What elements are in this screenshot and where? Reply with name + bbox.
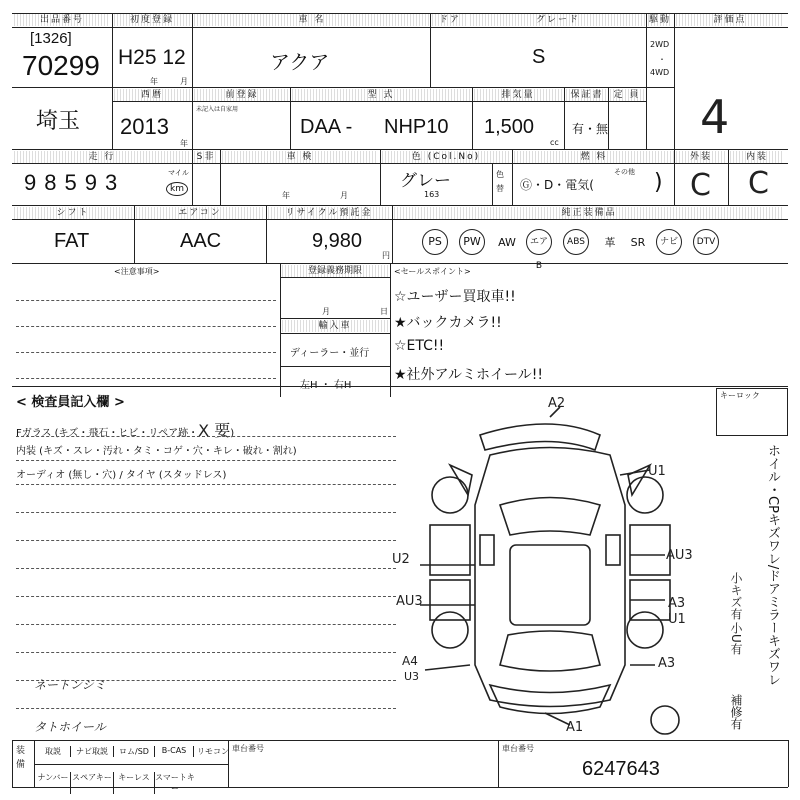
rule bbox=[280, 263, 281, 397]
wheel-rr bbox=[627, 612, 663, 648]
rule bbox=[134, 205, 135, 263]
interior-handwritten: C bbox=[748, 166, 769, 201]
warranty-value: 有・無 bbox=[572, 122, 609, 136]
inspector-line bbox=[16, 652, 396, 653]
fuel-label: 燃 料 bbox=[514, 151, 674, 163]
hand-note-2: タトホイール bbox=[34, 720, 106, 734]
mileage-digit: 9 bbox=[84, 170, 105, 195]
rule bbox=[266, 205, 267, 263]
rule bbox=[512, 149, 513, 205]
inspection-year-unit: 年 bbox=[282, 191, 290, 200]
drive-label: 駆動 bbox=[648, 15, 671, 25]
leader-a4 bbox=[425, 665, 470, 670]
rule bbox=[380, 149, 381, 205]
rule bbox=[788, 740, 789, 787]
opt-plate: ナンバー bbox=[36, 772, 71, 794]
options-row-2 bbox=[36, 772, 195, 794]
model-year-unit: 年 bbox=[180, 139, 188, 148]
inspector-line bbox=[16, 460, 396, 461]
equip-sr: SR bbox=[630, 235, 646, 249]
mark-au3-right: AU3 bbox=[666, 548, 693, 563]
warranty-label: 保証書 bbox=[566, 89, 608, 101]
fender-fl bbox=[480, 535, 494, 565]
grade-label: グレード bbox=[470, 14, 646, 26]
model-year: 2013 bbox=[120, 114, 169, 139]
note-line bbox=[16, 352, 276, 353]
mileage-digit: 5 bbox=[64, 170, 85, 195]
color-value: グレー bbox=[400, 171, 451, 190]
right-vertical-note: ホイル・CPキズワレ/ドアミラーキズワレ bbox=[765, 444, 780, 687]
rule bbox=[112, 13, 113, 87]
rule bbox=[290, 87, 291, 149]
front-bumper-shape bbox=[480, 424, 600, 450]
shift-value: FAT bbox=[54, 230, 90, 252]
exterior-label: 外装 bbox=[676, 151, 726, 163]
inspector-line-2: 内装 (キズ・スレ・汚れ・タミ・コゲ・穴・キレ・破れ・割れ) bbox=[16, 446, 297, 457]
roof-shape bbox=[510, 545, 590, 625]
equip-dtv: DTV bbox=[693, 229, 719, 255]
rule bbox=[228, 740, 229, 787]
opt-spare-key: スペアキー bbox=[71, 772, 114, 794]
steering-value: 左H ・ 右H bbox=[300, 380, 352, 391]
rule bbox=[492, 163, 493, 205]
chassis-label: 車台番号 bbox=[502, 744, 534, 753]
sales-point-2: ★バックカメラ!! bbox=[394, 315, 502, 331]
rule bbox=[280, 366, 390, 367]
opt-smart-key: スマートキー bbox=[155, 773, 195, 793]
rule bbox=[564, 87, 565, 149]
fglass-close: ) bbox=[230, 428, 235, 439]
region-value: 埼玉 bbox=[36, 108, 81, 133]
opt-bcas: B-CAS bbox=[155, 746, 194, 757]
car-diagram bbox=[380, 395, 710, 740]
sales-point-4: ★社外アルミホイール!! bbox=[394, 367, 543, 383]
mark-a1: A1 bbox=[566, 720, 584, 735]
wheel-fl bbox=[432, 477, 468, 513]
rule bbox=[472, 87, 473, 149]
equip-label: 装備 bbox=[16, 746, 26, 770]
options-row-1 bbox=[36, 746, 232, 757]
rule bbox=[12, 740, 13, 787]
rule bbox=[392, 205, 393, 263]
rule bbox=[12, 263, 788, 264]
equip-leather: 革 bbox=[604, 236, 616, 249]
import-label: 輸入車 bbox=[282, 320, 388, 332]
door-label: ドア bbox=[432, 14, 468, 26]
ac-value: AAC bbox=[180, 230, 222, 252]
inspector-line bbox=[16, 484, 396, 485]
type-prefix: DAA - bbox=[300, 116, 353, 138]
fglass-hand: X 要 bbox=[198, 421, 231, 440]
right-small-1: 小キズ有 bbox=[729, 572, 743, 620]
recycle-label: リサイクル預託金 bbox=[268, 207, 390, 219]
equipment-list bbox=[422, 229, 722, 271]
equipment-label: 純正装備品 bbox=[394, 207, 784, 219]
keylock-label: キーロック bbox=[720, 391, 760, 400]
mileage-unit-km: km bbox=[166, 182, 188, 196]
rule bbox=[12, 27, 788, 28]
rule bbox=[280, 277, 390, 278]
rule bbox=[12, 205, 788, 206]
mark-u3: U3 bbox=[404, 670, 420, 683]
door-fl bbox=[430, 525, 470, 575]
rule bbox=[12, 149, 788, 150]
rule bbox=[674, 149, 675, 205]
year-unit: 年 bbox=[150, 77, 158, 86]
equip-abs: ABS bbox=[563, 229, 589, 255]
rule bbox=[220, 149, 221, 205]
color-change-label: 色替 bbox=[496, 170, 504, 193]
rule bbox=[192, 87, 193, 149]
inspection-label: 車 検 bbox=[222, 151, 378, 163]
sales-point-3: ☆ETC!! bbox=[394, 338, 445, 354]
rule bbox=[112, 87, 113, 149]
first-reg-label: 初度登録 bbox=[114, 14, 190, 26]
recycle-value: 9,980 bbox=[312, 230, 363, 252]
note-line bbox=[16, 326, 276, 327]
sales-point-1: ☆ユーザー買取車!! bbox=[394, 289, 516, 305]
inspector-line bbox=[16, 708, 396, 709]
rule bbox=[34, 764, 228, 765]
fuel-close: ) bbox=[654, 170, 663, 195]
grade-value: S bbox=[532, 46, 546, 68]
recycle-unit: 円 bbox=[382, 251, 390, 260]
mileage-unit-mile: マイル bbox=[168, 169, 189, 177]
fender-fr bbox=[606, 535, 620, 565]
mileage-digits bbox=[24, 170, 125, 196]
rule bbox=[112, 101, 646, 102]
mirror-r bbox=[628, 465, 650, 495]
rear-window-shape bbox=[500, 631, 600, 671]
prior-reg-note: 未記入は自家用 bbox=[196, 106, 239, 113]
displacement-unit: cc bbox=[550, 138, 559, 147]
rule bbox=[12, 219, 788, 220]
lot-label: 出品番号 bbox=[14, 14, 110, 26]
rule bbox=[498, 740, 499, 787]
fuel-value: Ⓖ・D・電気( bbox=[520, 178, 594, 192]
inspector-line bbox=[16, 596, 396, 597]
mark-au3-left: AU3 bbox=[396, 594, 423, 609]
rule bbox=[430, 13, 431, 87]
opt-keyless: キーレス bbox=[114, 772, 155, 794]
year-label: 西暦 bbox=[114, 89, 190, 101]
inspection-month-unit: 月 bbox=[340, 191, 348, 200]
mileage-digit: 8 bbox=[44, 170, 65, 195]
door-rl bbox=[430, 580, 470, 620]
inspector-line bbox=[16, 436, 396, 437]
rule bbox=[280, 333, 390, 334]
lot-code: [1326] bbox=[30, 30, 72, 47]
mark-a4: A4 bbox=[402, 654, 418, 668]
score-handwritten: 4 bbox=[700, 90, 730, 144]
notes-label: <注意事項> bbox=[114, 267, 160, 276]
opt-navi-manual: ナビ取説 bbox=[71, 746, 114, 757]
capacity-label: 定 員 bbox=[610, 89, 644, 101]
inspector-line bbox=[16, 568, 396, 569]
chassis-value: 6247643 bbox=[582, 758, 660, 780]
color-no: 163 bbox=[424, 190, 440, 199]
rule bbox=[390, 263, 391, 397]
expiry-label: 登録義務期限 bbox=[282, 265, 388, 277]
car-name-label: 車 名 bbox=[194, 14, 430, 26]
month-unit: 月 bbox=[180, 77, 188, 86]
equip-navi: ナビ bbox=[656, 229, 682, 255]
note-line bbox=[16, 378, 276, 379]
body-outline bbox=[475, 448, 625, 707]
mark-a3-right2: A3 bbox=[658, 656, 676, 671]
mileage-digit: 9 bbox=[24, 170, 45, 195]
opt-rom-sd: ロム/SD bbox=[114, 746, 155, 757]
inspector-title: < 検査員記入欄 > bbox=[16, 395, 125, 410]
rear-bumper-shape bbox=[490, 685, 610, 714]
s-mark: S非 bbox=[194, 151, 218, 163]
rule bbox=[280, 318, 390, 319]
drive-2wd: 2WD bbox=[650, 40, 670, 49]
mark-u1: U1 bbox=[648, 464, 666, 479]
right-small-2: 小U有 bbox=[729, 622, 743, 655]
opt-manual: 取説 bbox=[36, 746, 71, 757]
windshield-shape bbox=[500, 498, 600, 536]
type-label: 型 式 bbox=[292, 89, 470, 101]
equip-ps: PS bbox=[422, 229, 448, 255]
ac-label: エアコン bbox=[136, 207, 264, 219]
inspector-line bbox=[16, 624, 396, 625]
first-reg-value: H25 12 bbox=[118, 46, 186, 69]
inspector-line-3: オーディオ (無し・穴) / タイヤ (スタッドレス) bbox=[16, 470, 227, 481]
rule bbox=[12, 163, 788, 164]
displacement-value: 1,500 bbox=[484, 116, 535, 138]
expiry-day: 日 bbox=[380, 307, 388, 316]
fuel-other-label: その他 bbox=[614, 168, 635, 176]
mark-a3-right: A3 bbox=[668, 596, 686, 611]
dealer-value: ディーラー・並行 bbox=[290, 348, 370, 359]
rule bbox=[728, 149, 729, 205]
mark-u2: U2 bbox=[392, 552, 410, 567]
equip-aw: AW bbox=[498, 235, 516, 249]
exterior-handwritten: C bbox=[690, 168, 711, 203]
inspector-line bbox=[16, 540, 396, 541]
lot-number: 70299 bbox=[22, 50, 100, 81]
fglass-text: Fガラス (キズ・飛石・ヒビ・リペア跡・ bbox=[16, 428, 199, 439]
spare-wheel bbox=[651, 706, 679, 734]
door-fr bbox=[630, 525, 670, 575]
equip-airbag: エアB bbox=[526, 229, 552, 255]
mark-a2: A2 bbox=[548, 396, 566, 411]
rule bbox=[12, 386, 788, 387]
note-line bbox=[16, 300, 276, 301]
shift-label: シフト bbox=[14, 207, 132, 219]
opt-remote: リモコン bbox=[197, 747, 229, 756]
rule bbox=[192, 149, 193, 205]
car-name: アクア bbox=[270, 52, 330, 74]
mark-u1-right2: U1 bbox=[668, 612, 686, 627]
displacement-label: 排気量 bbox=[474, 89, 562, 101]
wheel-rl bbox=[432, 612, 468, 648]
serial-label: 車台番号 bbox=[232, 744, 264, 753]
type-value: NHP10 bbox=[384, 116, 449, 138]
mileage-digit: 3 bbox=[105, 170, 126, 195]
rule bbox=[192, 13, 193, 87]
score-label: 評価点 bbox=[676, 14, 784, 26]
inspector-line bbox=[16, 512, 396, 513]
rule bbox=[608, 87, 609, 149]
right-repair: 補修有 bbox=[729, 694, 743, 730]
drive-4wd: 4WD bbox=[650, 68, 670, 77]
expiry-month: 月 bbox=[322, 307, 330, 316]
mileage-label: 走 行 bbox=[14, 151, 190, 163]
rule bbox=[646, 13, 647, 149]
equip-pw: PW bbox=[459, 229, 485, 255]
sales-label: <セールスポイント> bbox=[394, 267, 471, 276]
color-label: 色 (Col.No) bbox=[382, 151, 510, 163]
rule bbox=[674, 13, 675, 149]
rule bbox=[12, 740, 788, 741]
inspector-line-1 bbox=[16, 418, 234, 441]
interior-label: 内装 bbox=[730, 151, 784, 163]
hand-note-1: ネートンシミ bbox=[34, 678, 106, 692]
drive-dot: ・ bbox=[658, 55, 666, 64]
prior-reg-label: 前登録 bbox=[194, 89, 290, 101]
